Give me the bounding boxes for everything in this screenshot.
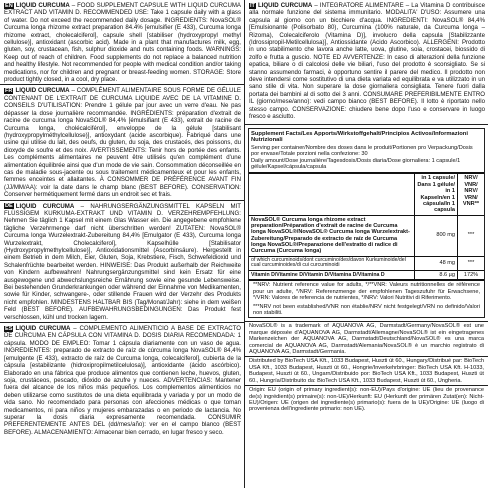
nrv-footnote-2: ***NRV not been established/VNR non établie/NRV nicht festgelegt/VRN no definido/Valori non stabiliti. <box>253 303 480 317</box>
section-es <box>0 323 244 437</box>
nutrient-amount: 48 mg <box>414 257 457 271</box>
facts-row <box>249 257 484 272</box>
section-de <box>0 201 244 324</box>
amount-header: in 1 capsule/ Dans 1 gélule/ in 1 Kapseln/en 1 cápsula/In 1 capsula <box>414 174 457 214</box>
product-title: LIQUID CURCUMA <box>15 325 71 333</box>
origin-note: Origin: EU (origin of primary ingredient(s): non-EU)/Pays d'origine: UE (lieu de provenance de(s) ingrédient(s) primaire(s): non-UE)/Herkunft: EU (Herkunft der primären Zutat(en): Nicht-EU)/Origen: UE (origen del ingrediente(s) primario(s): fuera de la UE)/Origine: UE (luogo di provenienza dell'ingrediente primario: non UE). <box>249 387 484 413</box>
nrv-footnote: **NRV: Nutrient reference value for adults, */**VNR: Valeurs nutritionnelles de référence pour un adulte, */NRV: Referenzmenge der empfohlenen Tageszufuhr für Erwachsene, */VRN: Valores de referencia de nutrientes, */NRV: Valori Nutritivi di Riferimento. <box>253 282 480 302</box>
section-it <box>245 0 488 125</box>
product-title: LIQUID CURCUMA <box>15 202 75 210</box>
nutrient-label: NovaSOL® Curcuma longa rhizome extract preparation/Préparation d'extrait de racine de Curcuma longa NovaSOL®/NovaSOL® Curcuma longa Wurzelextrakt-Zubereitung/Preparado de extracto de raíz de Curcuma longa NovaSOL®/Preparazione dell'estratto di radice di Curcuma (Curcuma longa) <box>251 216 410 255</box>
language-code: FR <box>5 87 13 94</box>
servings-per-container: Serving per container/Nombre des doses dans le produit/Portionen pro Verpackung/Dosis por envase/Totale porzioni nella confezione: 30 <box>251 144 473 158</box>
nutrient-nrv: *** <box>457 257 484 271</box>
nrv-header: NRV/ VNR/ NRV/ VRN/ VNR** <box>457 174 484 214</box>
language-code: ES <box>5 325 13 332</box>
section-fr <box>0 85 244 200</box>
product-title: LIQUID CURCUMA <box>257 2 313 9</box>
nutrient-label: of which curcuminoids/dont curcuminoïdes/davon Kurkuminoide/del cual curcuminoides/di cui curcuminoidi <box>251 256 406 269</box>
facts-header-row <box>249 172 484 215</box>
daily-amount: Daily amount/Dose journalière/Tagesdosis/Dosis diaria/Dose giornaliera: 1 capsule/1 gélule/Kapsel/cápsula/capsula <box>251 157 461 170</box>
nutrient-nrv: 172% <box>457 271 484 279</box>
trademark-note: NovaSOL® is a trademark of AQUANOVA AG, Darmstadt/Germany/NovaSOL® est une marque déposée d'AQUANOVA AG, Darmstadt/Allemagne/NovaSOL® ist ein eingetragenes Markenzeichen der AQUANOVA AG, Darmstadt/Deutschland/NovaSOL® es una marca comercial de AQUANOVA AG, Darmstadt/Alemania/NovaSOL® è un marchio registrato di AQUANOVA AG, Darmstadt/Germania. <box>245 321 488 357</box>
section-body: – FOOD SUPPLEMENT CAPSULE WITH LIQUID CURCUMA EXTRACT AND VITAMIN D. RECOMMENDED USE: Take 1 capsule daily with a glass of water. Do not exceed the recommended daily dosage. INGREDIENTS: NovaSOL® Curcuma longa rhizome extract preparation 84.4% [emulsifier (E 433), Curcuma longa rhizome extract, cholecalciferol], capsule shell [stabiliser (hydroxypropyl methyl cellulose)], antioxidant (ascorbic acid). Made in a plant that manufactures milk, egg, gluten, soy, crustacean, fish, sulphur dioxide and nuts containing foods. WARNINGS: Keep out of reach of children. Food supplements do not replace a balanced nutrition and healthy lifestyle. Not recommended for people with medical condition and/or taking medications, nor for children and pregnant or breast-feeding women. STORAGE: Store product tightly closed, in a cool, dry place. <box>4 2 241 84</box>
right-column <box>245 0 488 488</box>
nutrient-nrv: *** <box>457 216 484 256</box>
nutrient-label: Vitamin D/Vitamine D/Vitamin D/Vitamina D/Vitamina D <box>251 272 385 279</box>
language-code: EN <box>5 2 13 9</box>
nutrient-amount: 800 mg <box>414 216 457 256</box>
language-code: DE <box>5 203 13 210</box>
supplement-facts-panel <box>248 128 485 319</box>
facts-title: Supplement Facts/Les Apports/Wirkstoffgehalt/Principios Activos/Informazioni Nutrizionali <box>251 130 468 144</box>
section-body: – NAHRUNGSERGÄNZUNGSMITTEL KAPSELN MIT FLÜSSIGEM KURKUMA-EXTRAKT UND VITAMIN D. VERZEHREMPFEHLUNG: Nehmen Sie täglich 1 Kapsel mit einem Glas Wasser ein. Die angegebene empfohlene tägliche Verzehrmenge darf nicht überschritten werden! ZUTATEN: NovaSOL® Curcuma longa Wurzelextrakt-Zubereitung 84,4% [Emulgator (E 433), Curcuma longa Wurzelextrakt, Cholecalciferol], Kapselhülle [Stabilisator (Hydroxypropylmethylcellulose)], Antioxidationsmittel (Ascorbinsäure). Hergestellt in einem Betrieb in dem Milch, Eier, Gluten, Soja, Krebstiere, Fisch, Schwefeldioxid und Schalenfrüchte bearbeitet werden. HINWEISE: Das Produkt außerhalb der Reichweite von Kindern aufbewahren! Nahrungsergänzungsmittel sind kein Ersatz für eine ausgewogene und abwechslungsreiche Ernährung sowie eine gesunde Lebensweise. Bei bestehenden Grunderkrankungen oder während der Einnahme von Medikamenten, sowie für Kinder, schwangere-, oder stillende Frauen wird der Verzehr des Produkts nicht empfohlen. MINDESTENS HALTBAR BIS (Tag/Monat/Jahr): siehe in dem weißen Feld (BEST BEFORE). AUFBEWAHRUNGSBEDINGUNGEN: Das Produkt fest verschlossen, kühl und trocken lagern. <box>4 202 242 321</box>
facts-row <box>249 271 484 281</box>
product-title: LIQUID CURCUMA <box>15 87 70 95</box>
section-body: – INTEGRATORE ALIMENTARE – La Vitamina D contribuisce alla normale funzione del sistema immunitario. MODALITA' D'USO: Assumere una capsula al giorno con un bicchiere d'acqua. INGREDIENTI: NovaSOL® 84,4% [Emulsionante (Polisorbato 80), Curcumina (100% naturale, da Curcuma longa – Rizoma), Colecalciferolo (Vitamina D)], involucro della capsula [Stabilizzante (Idrossipropil-Metilcellulosa)], Antiossidante (Acido Ascorbico). ALLERGENI: Prodotto in uno stabilimento che lavora anche latte, uova, glutine, soia, crostacei, biossido di zolfo e frutta a guscio. NOTE ED AVVERTENZE: In caso di alterazioni della funzione epatica, biliare o di calcolosi delle vie biliari, l'uso del prodotto è sconsigliato. Se si stanno assumendo farmaci, è opportuno sentire il parere del medico. Il prodotto non deve intendersi come sostitutivo di una dieta variata ed equilibrata e va utilizzato in un sano stile di vita. Non superare la dose giornaliera consigliata. Tenere fuori dalla portata dei bambini al di sotto dei 3 anni. CONSUMARE PREFERIBILMENTE ENTRO IL (giorno/mese/anno): vedi campo bianco (BEST BEFORE). Il lotto è riportato nello stesso campo. CONSERVAZIONE: chiudere bene dopo l'uso e conservare in luogo fresco e asciutto. <box>249 2 485 121</box>
nutrient-amount: 8.6 µg <box>414 271 457 279</box>
facts-row <box>249 216 484 257</box>
distributor-note: Distributed by BioTech USA Kft., 1033 Budapest, Huszti út 60., Hungary/Distribué par: BioTech USA Kft., 1033 Budapest, Huszti út 60., Hongrie/Inverkehrbringer: BioTech USA Kft. H-1033, Budapest, Huszti út 60., Ungarn/Distribuido por: BioTech USA Kft., 1033 Budapest, Huszti út 60., Hungría/Distribuito da: BioTech USA Kft., 1033 Budapest, Huszti út 60., Ungheria. <box>245 357 488 386</box>
language-code: IT <box>250 2 255 9</box>
section-en <box>0 0 244 85</box>
product-title: LIQUID CURCUMA <box>15 2 70 9</box>
section-body: – COMPLEMENTO ALIMENTICIO A BASE DE EXTRACTO DE CURCUMA EN CÁPSULA CON VITAMINA D. DOSIS DIARIA RECOMENDADA: 1 cápsula. MODO DE EMPLEO: Tomar 1 cápsula diariamente con un vaso de agua. INGREDIENTES: preparado de extracto de raíz de cúrcuma longa NovaSOL® 84,4% [emulgente (E 433), extracto de raíz de Curcuma longa, colecalciferol], cubierta de la cápsula [estabilizante (hidroxipropilmetilcelulosa)], antioxidante (ácido ascórbico). Elaborado en una fábrica que produce alimentos que contienen leche, huevos, gluten, soja, crustáceos, pescado, dióxido de azufre y nueces. ADVERTENCIAS: Mantener fuera del alcance de los niños más pequeños. Los complementos alimenticios no deben utilizarse como sustitutos de una dieta equilibrada y variada y por un modo de vida sano. No recomendado para personas con afecciones médicas o que toman medicamentos, ni para niños y mujeres embarazadas o en periodo de lactancia. No superar la dosis diaria expresamente recomendada. CONSUMIR PREFERENTEMENTE ANTES DEL (dd/mes/año): ver en el campo blanco (BEST BEFORE). ALMACENAMIENTO: Almacenar bien cerrado, en lugar fresco y seco. <box>4 325 242 436</box>
section-body: – COMPLÉMENT ALIMENTAIRE SOUS FORME DE GÉLULE CONTENANT DE L'EXTRAIT DE CURCUMA LIQUIDE AVEC DE LA VITAMINE D. CONSEILS D'UTILISATION: Prendre 1 gélule par jour avec un verre d'eau. Ne pas dépasser la dose journalière recommandée. INGRÉDIENTS: préparation d'extrait de racine de curcuma longa NovaSOL® 84,4% [émulsifiant (E 433), extrait de racine de Curcuma longa, cholécalciférol], enveloppe de la gélule [stabilisant (hydroxypropylméthylcellulose)], antioxydant (acide ascorbique). Fabriqué dans une usine qui utilise du lait, des oeufs, du gluten, du soja, des crustacés, des poissons, du dioxyde de soufre et des noix. AVERTISSEMENTS: Tenir hors de portée des enfants. Les compléments alimentaires ne peuvent être utilisés qu'en complément d'une alimentation équilibrée ainsi que d'un mode de vie sain. Consommation déconseillée en cas de maladie sous-jacente ou sous traitement médicamenteux et pour les enfants, femmes enceintes et allaitantes. À CONSOMMER DE PRÉFÉRENCE AVANT FIN (JJ/MM/AA): voir la date dans le champ blanc (BEST BEFORE). CONSERVATION: Conserver hermétiquement fermé dans un endroit sec et frais. <box>4 87 242 199</box>
